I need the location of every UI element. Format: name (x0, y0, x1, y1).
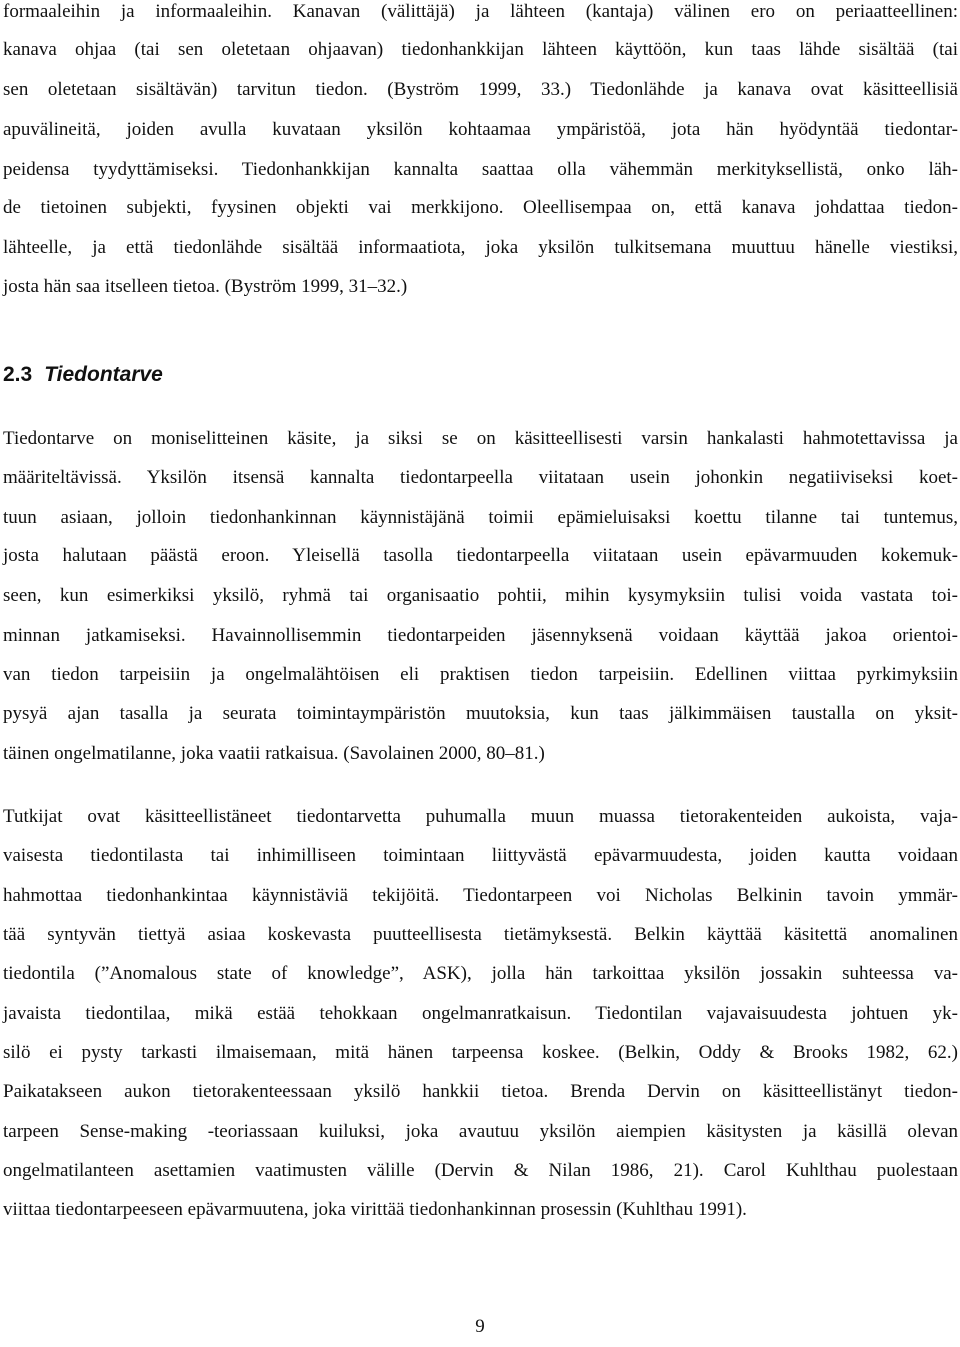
text-line: de tietoinen subjekti, fyysinen objekti vai merkkijono. Oleellisempaa on, että kanava johdattaa tiedon- (3, 197, 958, 218)
section-heading (3, 355, 163, 395)
text-line: sen oletetaan sisältävän) tarvitun tiedon. (Byström 1999, 33.) Tiedonlähde ja kanava ovat käsitteellisiä (3, 79, 958, 100)
text-line: Tutkijat ovat käsitteellistäneet tiedontarvetta puhumalla muun muassa tietorakenteiden aukoista, vaja- (3, 806, 958, 827)
text-line: minnan jatkamiseksi. Havainnollisemmin tiedontarpeiden jäsennyksenä voidaan käyttää jakoa orientoi- (3, 625, 958, 646)
text-line: peidensa tyydyttämiseksi. Tiedonhankkijan kannalta saattaa olla vähemmän merkityksellistä, onko läh- (3, 159, 958, 180)
text-line: täinen ongelmatilanne, joka vaatii ratkaisua. (Savolainen 2000, 80–81.) (3, 743, 545, 764)
text-line: tarpeen Sense-making -teoriassaan kuiluksi, joka avautuu yksilön aiempien käsitysten ja käsillä olevan (3, 1121, 958, 1142)
text-line: Paikatakseen aukon tietorakenteessaan yksilö hankkii tietoa. Brenda Dervin on käsitteellistänyt tiedon- (3, 1081, 958, 1102)
text-line: apuvälineitä, joiden avulla kuvataan yksilön kohtaamaa ympäristöä, jota hän hyödyntää tiedontar- (3, 119, 958, 140)
section-number: 2.3 (3, 363, 33, 386)
text-line: josta hän saa itselleen tietoa. (Byström 1999, 31–32.) (3, 276, 408, 297)
text-line: pysyä ajan tasalla ja seurata toimintaympäristön muutoksia, kun taas jälkimmäisen taustalla on yksit- (3, 703, 958, 724)
text-line: tää syntyvän tiettyä asiaa koskevasta puutteellisesta tietämyksestä. Belkin käyttää käsitettä anomalinen (3, 924, 958, 945)
text-line: Tiedontarve on moniselitteinen käsite, ja siksi se on käsitteellisesti varsin hankalasti hahmotettavissa ja (3, 428, 958, 449)
text-line: silö ei pysty tarkasti ilmaisemaan, mitä hänen tarpeensa koskee. (Belkin, Oddy & Brooks 1982, 62.) (3, 1042, 958, 1063)
page-number: 9 (475, 1316, 485, 1337)
text-line: tiedontila (”Anomalous state of knowledge”, ASK), jolla hän tarkoittaa yksilön jossakin suhteessa va- (3, 963, 958, 984)
text-line: formaaleihin ja informaaleihin. Kanavan (välittäjä) ja lähteen (kantaja) välinen ero on periaatteellinen: (3, 1, 958, 22)
text-line: kanava ohjaa (tai sen oletetaan ohjaavan) tiedonhankkijan lähteen käyttöön, kun taas lähde sisältää (tai (3, 39, 958, 60)
text-line: tuun asiaan, jolloin tiedonhankinnan käynnistäjänä toimii epämieluisaksi koettu tilanne tai tuntemus, (3, 507, 958, 528)
text-line: hahmottaa tiedonhankintaa käynnistäviä tekijöitä. Tiedontarpeen voi Nicholas Belkinin tavoin ymmär- (3, 885, 958, 906)
text-line: ongelmatilanteen asettamien vaatimusten välille (Dervin & Nilan 1986, 21). Carol Kuhlthau puolestaan (3, 1160, 958, 1181)
text-line: van tiedon tarpeisiin ja ongelmalähtöisen eli praktisen tiedon tarpeisiin. Edellinen viittaa pyrkimyksiin (3, 664, 958, 685)
section-title: Tiedontarve (44, 363, 163, 386)
text-line: viittaa tiedontarpeeseen epävarmuutena, joka virittää tiedonhankinnan prosessin (Kuhlthau 1991). (3, 1199, 747, 1220)
text-line: josta halutaan päästä eroon. Yleisellä tasolla tiedontarpeella viitataan usein epävarmuuden kokemuk- (3, 545, 958, 566)
text-line: vaisesta tiedontilasta tai inhimilliseen toimintaan liittyvästä epävarmuudesta, joiden kautta voidaan (3, 845, 958, 866)
text-line: javaista tiedontilaa, mikä estää tehokkaan ongelmanratkaisun. Tiedontilan vajavaisuudesta johtuen yk- (3, 1003, 958, 1024)
text-line: seen, kun esimerkiksi yksilö, ryhmä tai organisaatio pohtii, mihin kysymyksiin tulisi voida vastata toi- (3, 585, 958, 606)
text-line: lähteelle, ja että tiedonlähde sisältää informaatiota, joka yksilön tulkitsemana muuttuu hänelle viestiksi, (3, 237, 958, 258)
text-line: määriteltävissä. Yksilön itsensä kannalta tiedontarpeella viitataan usein johonkin negatiiviseksi koet- (3, 467, 958, 488)
